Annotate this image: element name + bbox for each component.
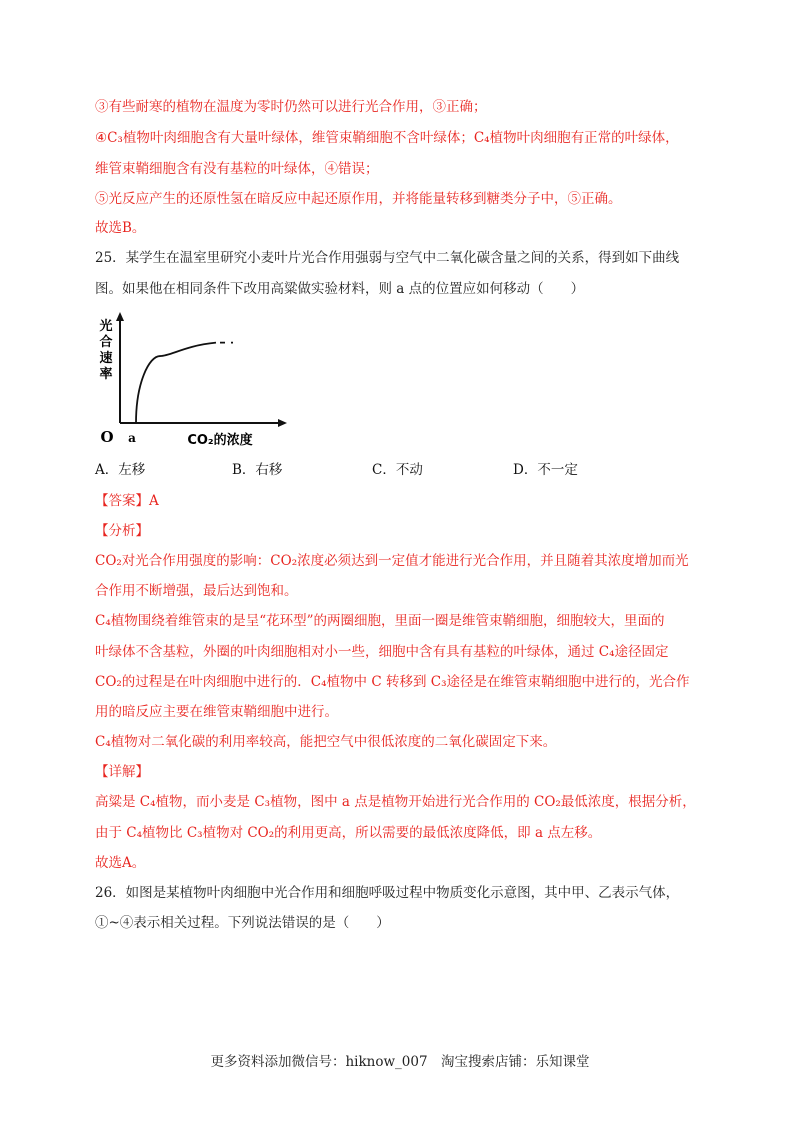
answer-line: 【答案】A [95, 493, 159, 509]
analysis-line-1: CO₂对光合作用强度的影响：CO₂浓度必须达到一定值才能进行光合作用，并且随着其浓度增加而光 [95, 553, 689, 569]
analysis-line-6: 用的暗反应主要在维管束鞘细胞中进行。 [95, 704, 338, 720]
question-25-line-1: 25．某学生在温室里研究小麦叶片光合作用强弱与空气中二氧化碳含量之间的关系，得到如下曲线 [95, 250, 680, 266]
analysis-heading: 【分析】 [95, 523, 149, 539]
analysis-line-5: CO₂的过程是在叶肉细胞中进行的．C₄植物中 C 转移到 C₃途径是在维管束鞘细胞中进行的，光合作 [95, 674, 690, 690]
line-5: 故选B。 [95, 220, 146, 236]
origin-label: O [100, 428, 114, 446]
y-axis-label: 光合速率 [99, 319, 113, 382]
co2-photosynthesis-chart [95, 310, 295, 450]
y-axis-arrow [116, 312, 124, 321]
line-2: ④C₃植物叶肉细胞含有大量叶绿体，维管束鞘细胞不含叶绿体；C₄植物叶肉细胞有正常的叶绿体， [95, 130, 679, 146]
series-curve [136, 343, 216, 423]
detail-line-1: 高粱是 C₄植物，而小麦是 C₃植物，图中 a 点是植物开始进行光合作用的 CO₂最低浓度，根据分析， [95, 794, 696, 810]
detail-heading: 【详解】 [95, 764, 149, 780]
point-a-label: a [128, 431, 136, 445]
line-4: ⑤光反应产生的还原性氢在暗反应中起还原作用，并将能量转移到糖类分子中，⑤正确。 [95, 191, 622, 207]
footer-note: 更多资料添加微信号：hiknow_007 淘宝搜索店铺：乐知课堂 [210, 1054, 590, 1070]
option-c: C．不动 [372, 462, 423, 478]
option-a: A．左移 [95, 462, 146, 478]
analysis-line-2: 合作用不断增强，最后达到饱和。 [95, 583, 298, 599]
question-26-line-1: 26．如图是某植物叶肉细胞中光合作用和细胞呼吸过程中物质变化示意图，其中甲、乙表示气体， [95, 885, 680, 901]
option-b: B．右移 [232, 462, 283, 478]
question-25-line-2: 图。如果他在相同条件下改用高粱做实验材料，则 a 点的位置应如何移动（ ） [95, 281, 585, 297]
analysis-line-3: C₄植物围绕着维管束的是呈“花环型”的两圈细胞，里面一圈是维管束鞘细胞，细胞较大，里面的 [95, 613, 665, 629]
detail-line-3: 故选A。 [95, 855, 146, 871]
analysis-line-4: 叶绿体不含基粒，外圈的叶肉细胞相对小一些，细胞中含有具有基粒的叶绿体，通过 C₄途径固定 [95, 644, 669, 660]
x-axis-label: CO₂的浓度 [187, 433, 253, 448]
line-1: ③有些耐寒的植物在温度为零时仍然可以进行光合作用，③正确； [95, 99, 487, 115]
detail-line-2: 由于 C₄植物比 C₃植物对 CO₂的利用更高，所以需要的最低浓度降低，即 a 点左移。 [95, 825, 602, 841]
question-26-line-2: ①~④表示相关过程。下列说法错误的是（ ） [95, 915, 390, 931]
line-3: 维管束鞘细胞含有没有基粒的叶绿体，④错误； [95, 161, 379, 177]
x-axis-arrow [278, 419, 287, 427]
analysis-line-7: C₄植物对二氧化碳的利用率较高，能把空气中很低浓度的二氧化碳固定下来。 [95, 734, 557, 750]
option-d: D．不一定 [513, 462, 578, 478]
